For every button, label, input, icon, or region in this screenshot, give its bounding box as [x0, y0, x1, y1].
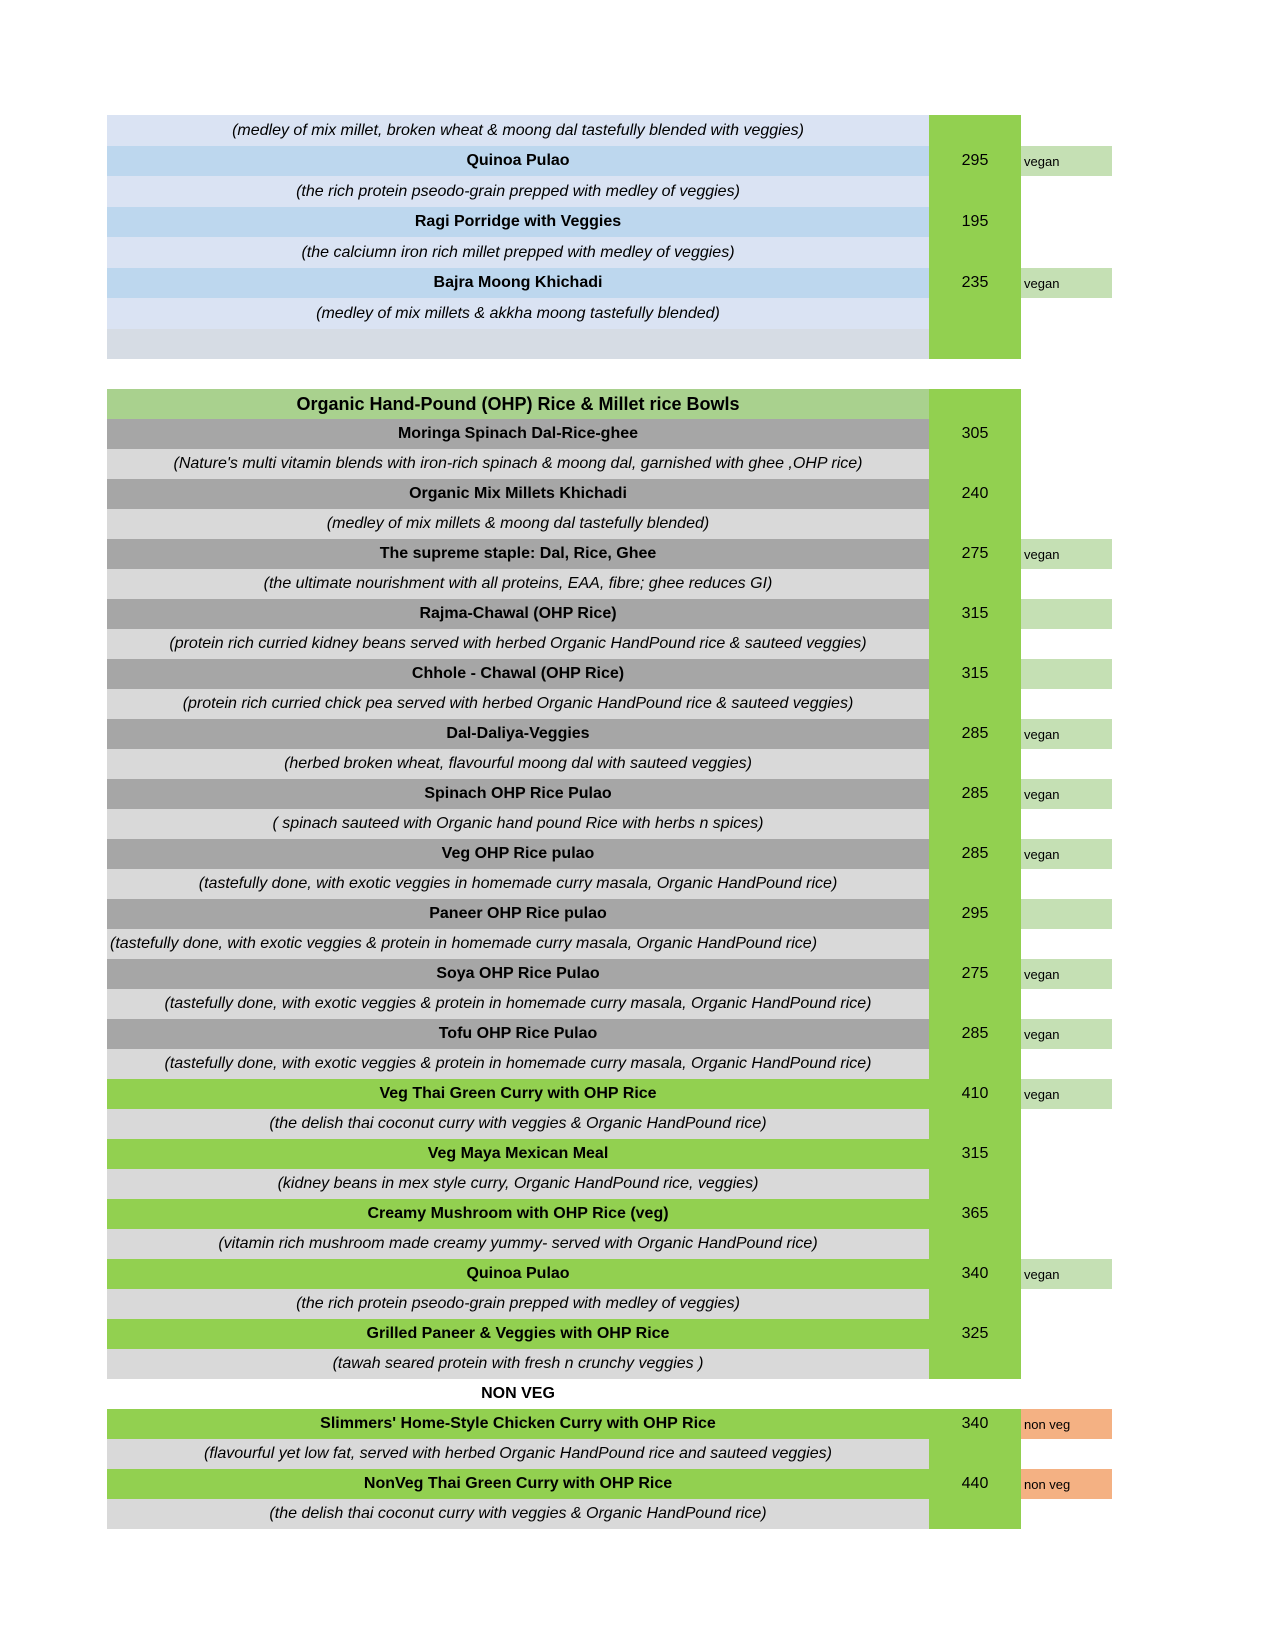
diet-tag — [1021, 689, 1112, 719]
diet-tag — [1021, 237, 1112, 268]
item-description: (medley of mix millets & moong dal tastefully blended) — [107, 509, 929, 539]
item-description: (tastefully done, with exotic veggies in homemade curry masala, Organic HandPound rice) — [107, 869, 929, 899]
diet-tag — [1021, 899, 1112, 929]
diet-tag — [1021, 1289, 1112, 1319]
item-name: Ragi Porridge with Veggies — [107, 207, 929, 237]
menu-description-row — [107, 629, 1112, 659]
item-description: (tawah seared protein with fresh n crunchy veggies ) — [107, 1349, 929, 1379]
item-description: (protein rich curried chick pea served with herbed Organic HandPound rice & sauteed veggies) — [107, 689, 929, 719]
menu-description-row — [107, 1439, 1112, 1469]
item-price: 315 — [929, 1139, 1021, 1169]
menu-item-row — [107, 839, 1112, 869]
diet-tag — [1021, 989, 1112, 1019]
item-price — [929, 329, 1021, 359]
diet-tag — [1021, 419, 1112, 449]
nonveg-section — [107, 1409, 1112, 1529]
item-price: 315 — [929, 599, 1021, 629]
millet-section — [107, 115, 1112, 359]
item-price — [929, 809, 1021, 839]
item-price: 295 — [929, 146, 1021, 176]
diet-tag: vegan — [1021, 959, 1112, 989]
diet-tag: vegan — [1021, 1019, 1112, 1049]
item-name: Moringa Spinach Dal-Rice-ghee — [107, 419, 929, 449]
menu-item-row — [107, 659, 1112, 689]
menu-description-row — [107, 237, 1112, 268]
item-price — [929, 689, 1021, 719]
item-description: (medley of mix millets & akkha moong tastefully blended) — [107, 298, 929, 329]
menu-item-row — [107, 539, 1112, 569]
item-name: Veg Thai Green Curry with OHP Rice — [107, 1079, 929, 1109]
item-price — [929, 749, 1021, 779]
diet-tag — [1021, 749, 1112, 779]
menu-description-row — [107, 1109, 1112, 1139]
item-price: 285 — [929, 779, 1021, 809]
item-price: 325 — [929, 1319, 1021, 1349]
diet-tag — [1021, 509, 1112, 539]
item-price — [929, 1169, 1021, 1199]
menu-description-row — [107, 1289, 1112, 1319]
item-price — [929, 509, 1021, 539]
section-gap — [107, 359, 1112, 389]
item-description: (the delish thai coconut curry with veggies & Organic HandPound rice) — [107, 1109, 929, 1139]
item-name: Dal-Daliya-Veggies — [107, 719, 929, 749]
diet-tag — [1021, 207, 1112, 237]
menu-description-row — [107, 1349, 1112, 1379]
menu-item-row — [107, 1079, 1112, 1109]
diet-tag — [1021, 1499, 1112, 1529]
item-price — [929, 629, 1021, 659]
item-price — [929, 1349, 1021, 1379]
diet-tag — [1021, 629, 1112, 659]
tag-cell — [1021, 1379, 1112, 1409]
diet-tag — [1021, 298, 1112, 329]
menu-description-row — [107, 1169, 1112, 1199]
blank-row — [107, 329, 1112, 359]
menu-item-row — [107, 479, 1112, 509]
item-description: (the calciumn iron rich millet prepped with medley of veggies) — [107, 237, 929, 268]
diet-tag — [1021, 1169, 1112, 1199]
item-name: Tofu OHP Rice Pulao — [107, 1019, 929, 1049]
diet-tag — [1021, 809, 1112, 839]
item-price: 410 — [929, 1079, 1021, 1109]
item-price: 235 — [929, 268, 1021, 298]
diet-tag — [1021, 115, 1112, 146]
item-price — [929, 237, 1021, 268]
item-price: 305 — [929, 419, 1021, 449]
item-name: Grilled Paneer & Veggies with OHP Rice — [107, 1319, 929, 1349]
ohp-section-title: Organic Hand-Pound (OHP) Rice & Millet rice Bowls — [107, 389, 929, 419]
item-price: 340 — [929, 1409, 1021, 1439]
menu-item-row — [107, 1409, 1112, 1439]
diet-tag: vegan — [1021, 1079, 1112, 1109]
menu-item-row — [107, 1259, 1112, 1289]
item-price — [929, 298, 1021, 329]
item-description: (the ultimate nourishment with all proteins, EAA, fibre; ghee reduces GI) — [107, 569, 929, 599]
item-name: Soya OHP Rice Pulao — [107, 959, 929, 989]
item-price: 315 — [929, 659, 1021, 689]
menu-description-row — [107, 115, 1112, 146]
diet-tag — [1021, 329, 1112, 359]
menu-item-row — [107, 1019, 1112, 1049]
menu-description-row — [107, 176, 1112, 207]
diet-tag: vegan — [1021, 719, 1112, 749]
menu-item-row — [107, 1319, 1112, 1349]
item-price — [929, 1109, 1021, 1139]
menu-description-row — [107, 569, 1112, 599]
menu-description-row — [107, 1049, 1112, 1079]
item-description: (vitamin rich mushroom made creamy yummy- served with Organic HandPound rice) — [107, 1229, 929, 1259]
item-description: (the rich protein pseodo-grain prepped with medley of veggies) — [107, 1289, 929, 1319]
menu-description-row — [107, 749, 1112, 779]
nonveg-section-header — [107, 1379, 1112, 1409]
item-price — [929, 449, 1021, 479]
item-description: (herbed broken wheat, flavourful moong dal with sauteed veggies) — [107, 749, 929, 779]
item-price — [929, 569, 1021, 599]
item-price — [929, 1439, 1021, 1469]
menu-item-row — [107, 899, 1112, 929]
menu-description-row — [107, 809, 1112, 839]
diet-tag — [1021, 1349, 1112, 1379]
item-name: Creamy Mushroom with OHP Rice (veg) — [107, 1199, 929, 1229]
item-name: Rajma-Chawal (OHP Rice) — [107, 599, 929, 629]
diet-tag: non veg — [1021, 1409, 1112, 1439]
item-name: Veg OHP Rice pulao — [107, 839, 929, 869]
menu-item-row — [107, 419, 1112, 449]
item-description: (flavourful yet low fat, served with herbed Organic HandPound rice and sauteed veggies) — [107, 1439, 929, 1469]
item-description: (tastefully done, with exotic veggies & protein in homemade curry masala, Organic HandPound rice) — [107, 1049, 929, 1079]
menu-description-row — [107, 869, 1112, 899]
diet-tag: vegan — [1021, 146, 1112, 176]
diet-tag: vegan — [1021, 1259, 1112, 1289]
menu-item-row — [107, 268, 1112, 298]
item-price: 195 — [929, 207, 1021, 237]
item-price — [929, 115, 1021, 146]
menu-description-row — [107, 1229, 1112, 1259]
diet-tag — [1021, 449, 1112, 479]
menu-item-row — [107, 1469, 1112, 1499]
menu-sheet — [107, 115, 1112, 1529]
item-price — [929, 1229, 1021, 1259]
item-price — [929, 989, 1021, 1019]
item-description: (tastefully done, with exotic veggies & protein in homemade curry masala, Organic HandPound rice) — [107, 989, 929, 1019]
item-price — [929, 1289, 1021, 1319]
item-name: Veg Maya Mexican Meal — [107, 1139, 929, 1169]
menu-item-row — [107, 599, 1112, 629]
item-price — [929, 869, 1021, 899]
item-price — [929, 176, 1021, 207]
diet-tag — [1021, 599, 1112, 629]
menu-item-row — [107, 207, 1112, 237]
diet-tag — [1021, 569, 1112, 599]
price-cell — [929, 389, 1021, 419]
item-description: (the rich protein pseodo-grain prepped with medley of veggies) — [107, 176, 929, 207]
diet-tag — [1021, 176, 1112, 207]
menu-description-row — [107, 449, 1112, 479]
diet-tag: vegan — [1021, 268, 1112, 298]
item-price: 285 — [929, 839, 1021, 869]
diet-tag — [1021, 479, 1112, 509]
item-description: (the delish thai coconut curry with veggies & Organic HandPound rice) — [107, 1499, 929, 1529]
item-price: 275 — [929, 539, 1021, 569]
diet-tag — [1021, 1439, 1112, 1469]
diet-tag: vegan — [1021, 779, 1112, 809]
diet-tag — [1021, 1229, 1112, 1259]
item-price: 340 — [929, 1259, 1021, 1289]
item-price: 275 — [929, 959, 1021, 989]
menu-description-row — [107, 989, 1112, 1019]
diet-tag — [1021, 1049, 1112, 1079]
menu-description-row — [107, 929, 1112, 959]
item-description: (tastefully done, with exotic veggies & protein in homemade curry masala, Organic HandPound rice) — [107, 929, 929, 959]
menu-item-row — [107, 959, 1112, 989]
item-description: (kidney beans in mex style curry, Organic HandPound rice, veggies) — [107, 1169, 929, 1199]
diet-tag — [1021, 1139, 1112, 1169]
item-name: Spinach OHP Rice Pulao — [107, 779, 929, 809]
item-name: The supreme staple: Dal, Rice, Ghee — [107, 539, 929, 569]
menu-item-row — [107, 719, 1112, 749]
item-name: NonVeg Thai Green Curry with OHP Rice — [107, 1469, 929, 1499]
item-description: (protein rich curried kidney beans served with herbed Organic HandPound rice & sauteed veggies) — [107, 629, 929, 659]
diet-tag — [1021, 1319, 1112, 1349]
item-name: Organic Mix Millets Khichadi — [107, 479, 929, 509]
item-price: 240 — [929, 479, 1021, 509]
item-description: ( spinach sauteed with Organic hand pound Rice with herbs n spices) — [107, 809, 929, 839]
diet-tag — [1021, 659, 1112, 689]
nonveg-section-title: NON VEG — [481, 1385, 555, 1402]
item-name: Quinoa Pulao — [107, 1259, 929, 1289]
item-name: Quinoa Pulao — [107, 146, 929, 176]
diet-tag — [1021, 929, 1112, 959]
item-name: Paneer OHP Rice pulao — [107, 899, 929, 929]
diet-tag: vegan — [1021, 539, 1112, 569]
item-price — [929, 1499, 1021, 1529]
menu-item-row — [107, 1199, 1112, 1229]
ohp-section-header — [107, 389, 1112, 419]
item-price: 365 — [929, 1199, 1021, 1229]
menu-item-row — [107, 1139, 1112, 1169]
item-price: 285 — [929, 719, 1021, 749]
item-price: 285 — [929, 1019, 1021, 1049]
menu-item-row — [107, 146, 1112, 176]
ohp-section — [107, 419, 1112, 1379]
tag-cell — [1021, 389, 1112, 419]
item-price — [929, 929, 1021, 959]
diet-tag — [1021, 869, 1112, 899]
diet-tag: vegan — [1021, 839, 1112, 869]
price-cell — [929, 1379, 1021, 1409]
item-name: Slimmers' Home-Style Chicken Curry with OHP Rice — [107, 1409, 929, 1439]
diet-tag — [1021, 1199, 1112, 1229]
menu-description-row — [107, 298, 1112, 329]
item-description: (medley of mix millet, broken wheat & moong dal tastefully blended with veggies) — [107, 115, 929, 146]
menu-description-row — [107, 1499, 1112, 1529]
diet-tag: non veg — [1021, 1469, 1112, 1499]
item-price — [929, 1049, 1021, 1079]
item-name: Chhole - Chawal (OHP Rice) — [107, 659, 929, 689]
menu-item-row — [107, 779, 1112, 809]
menu-description-row — [107, 689, 1112, 719]
item-name: Bajra Moong Khichadi — [107, 268, 929, 298]
diet-tag — [1021, 1109, 1112, 1139]
item-description — [107, 329, 929, 359]
item-price: 440 — [929, 1469, 1021, 1499]
item-description: (Nature's multi vitamin blends with iron-rich spinach & moong dal, garnished with ghee ,OHP rice) — [107, 449, 929, 479]
menu-description-row — [107, 509, 1112, 539]
item-price: 295 — [929, 899, 1021, 929]
